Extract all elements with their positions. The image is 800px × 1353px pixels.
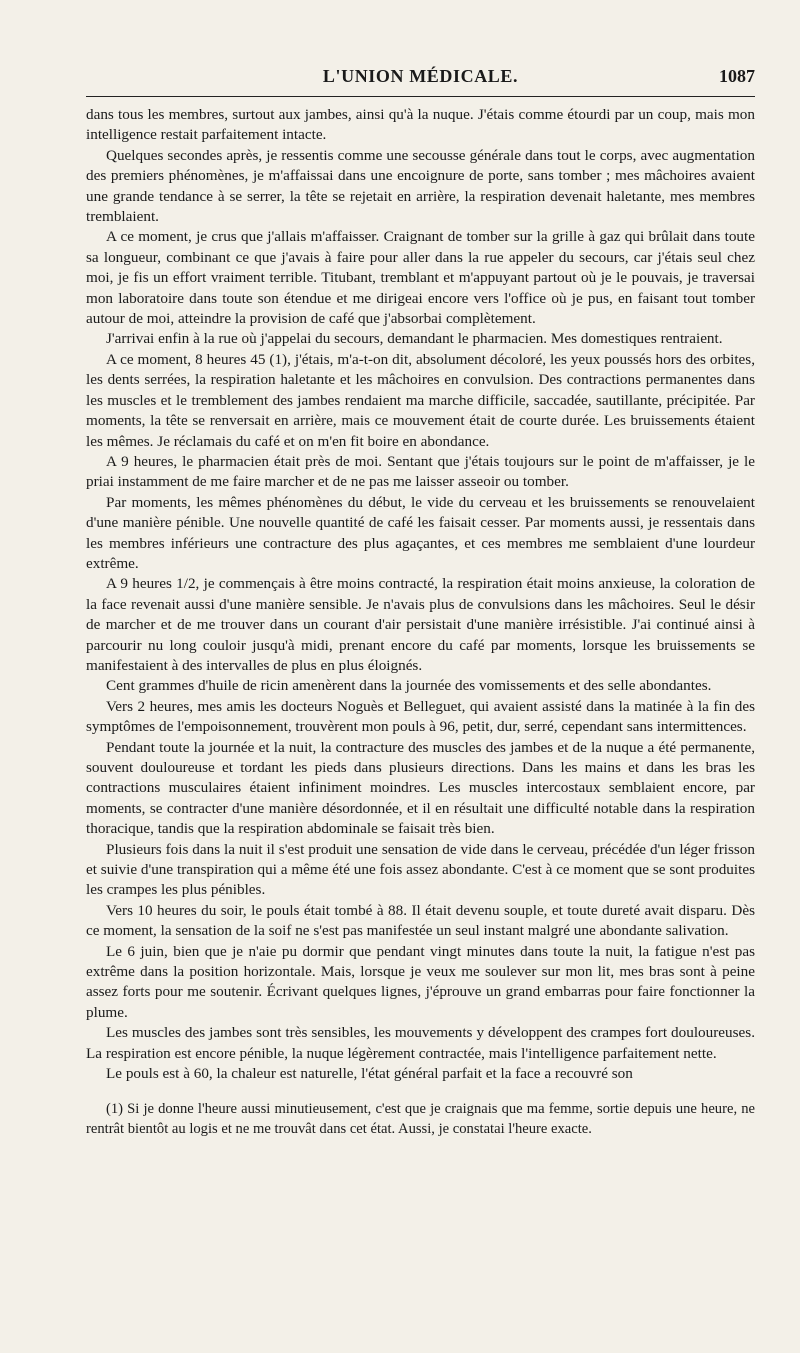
paragraph: Quelques secondes après, je ressentis comme une secousse générale dans tout le corps, avec augmentation des premiers phénomènes, je m'affaissai dans une encoignure de porte, sans tomber ; mes mâchoires avaient une grande tendance à se serrer, la tête se rejetait en arrière, la respiration devenait haletante, mes membres tremblaient. (86, 146, 755, 226)
paragraph: A ce moment, je crus que j'allais m'affaisser. Craignant de tomber sur la grille à gaz qui brûlait dans toute sa longueur, combinant ce que j'avais à faire pour aller dans la rue appeler du secours, car j'étais seul chez moi, je fis un effort vraiment terrible. Titubant, tremblant et m'appuyant partout où je le pouvais, je traversai mon laboratoire dans toute son étendue et me dirigeai encore vers l'office où je pus, en faisant tout tomber autour de moi, atteindre la provision de café que j'absorbai complètement. (86, 228, 755, 328)
footnote: (1) Si je donne l'heure aussi minutieusement, c'est que je craignais que ma femme, sortie depuis une heure, ne rentrât bientôt au logis et ne me trouvât dans cet état. Aussi, je constatai l'heure exacte. (86, 1100, 755, 1137)
paragraph: Les muscles des jambes sont très sensibles, les mouvements y développent des crampes fort douloureuses. La respiration est encore pénible, la nuque légèrement contractée, mais l'intelligence parfaitement nette. (86, 1024, 755, 1062)
running-header (86, 62, 755, 97)
journal-title: L'UNION MÉDICALE. (322, 66, 519, 86)
article-body (86, 105, 755, 1085)
paragraph: Vers 2 heures, mes amis les docteurs Noguès et Belleguet, qui avaient assisté dans la matinée à la fin des symptômes de l'empoisonnement, trouvèrent mon pouls à 96, petit, dur, serré, cependant sans intermittences. (86, 697, 755, 736)
paragraph: dans tous les membres, surtout aux jambes, ainsi qu'à la nuque. J'étais comme étourdi par un coup, mais mon intelligence restait parfaitement intacte. (86, 106, 755, 144)
paragraph: Par moments, les mêmes phénomènes du début, le vide du cerveau et les bruissements se renouvelaient d'une manière pénible. Une nouvelle quantité de café les faisait cesser. Par moments aussi, je ressentais dans les membres inférieurs une contracture des plus agaçantes, et ces membres me semblaient d'une lourdeur extrême. (86, 493, 755, 572)
paragraph: Le pouls est à 60, la chaleur est naturelle, l'état général parfait et la face a recouvré son (106, 1065, 633, 1083)
paragraph: A ce moment, 8 heures 45 (1), j'étais, m'a-t-on dit, absolument décoloré, les yeux poussés hors des orbites, les dents serrées, la respiration haletante et les mâchoires en convulsion. Des contractions permanentes dans les muscles et le tremblement des jambes rendaient ma marche difficile, saccadée, sautillante, précipitée. Par moments, la tête se renversait en arrière, mais ce mouvement était de courte durée. Les bruissements étaient les mêmes. Je réclamais du café et on m'en fit boire en abondance. (86, 350, 755, 450)
paragraph: A 9 heures, le pharmacien était près de moi. Sentant que j'étais toujours sur le point de m'affaisser, je le priai instamment de me faire marcher et de ne pas me laisser asseoir ou tomber. (86, 452, 755, 491)
paragraph: Cent grammes d'huile de ricin amenèrent dans la journée des vomissements et des selle abondantes. (106, 677, 712, 695)
paragraph: A 9 heures 1/2, je commençais à être moins contracté, la respiration était moins anxieuse, la coloration de la face revenait aussi d'une manière sensible. Je n'avais plus de convulsions dans les mâchoires. Seul le désir de marcher et de me trouver dans un courant d'air persistait d'une manière irrésistible. J'ai continué ainsi à parcourir nu long couloir jusqu'à midi, prenant encore du café par moments, lorsque les bruissements se manifestaient à des intervalles de plus en plus éloignés. (86, 575, 755, 674)
page-number: 1087 (719, 66, 755, 86)
paragraph: Plusieurs fois dans la nuit il s'est produit une sensation de vide dans le cerveau, précédée d'un léger frisson et suivie d'une transpiration qui a même été une fois assez abondante. C'est à ce moment que se sont produites les crampes les plus pénibles. (86, 840, 755, 899)
paragraph: Le 6 juin, bien que je n'aie pu dormir que pendant vingt minutes dans toute la nuit, la fatigue n'est pas extrême dans la position horizontale. Mais, lorsque je veux me soulever sur mon lit, mes bras sont à peine assez forts pour me soutenir. Écrivant quelques lignes, j'éprouve un grand embarras pour faire fonctionner la plume. (86, 942, 755, 1021)
paragraph: J'arrivai enfin à la rue où j'appelai du secours, demandant le pharmacien. Mes domestiques rentraient. (106, 330, 723, 348)
footnote-section (86, 1099, 755, 1139)
paragraph: Pendant toute la journée et la nuit, la contracture des muscles des jambes et de la nuque a été permanente, souvent douloureuse et tordant les pieds dans plusieurs directions. Dans les mains et dans les bras les contractions musculaires étaient infiniment moindres. Les muscles intercostaux semblaient encore, par moments, se contracter d'une manière désordonnée, et il en résultait une difficulté notable dans la respiration thoracique, tandis que la respiration abdominale se faisait très bien. (86, 738, 755, 838)
paragraph: Vers 10 heures du soir, le pouls était tombé à 88. Il était devenu souple, et toute dureté avait disparu. Dès ce moment, la sensation de la soif ne s'est pas manifestée un seul instant malgré une abondante salivation. (86, 901, 755, 940)
